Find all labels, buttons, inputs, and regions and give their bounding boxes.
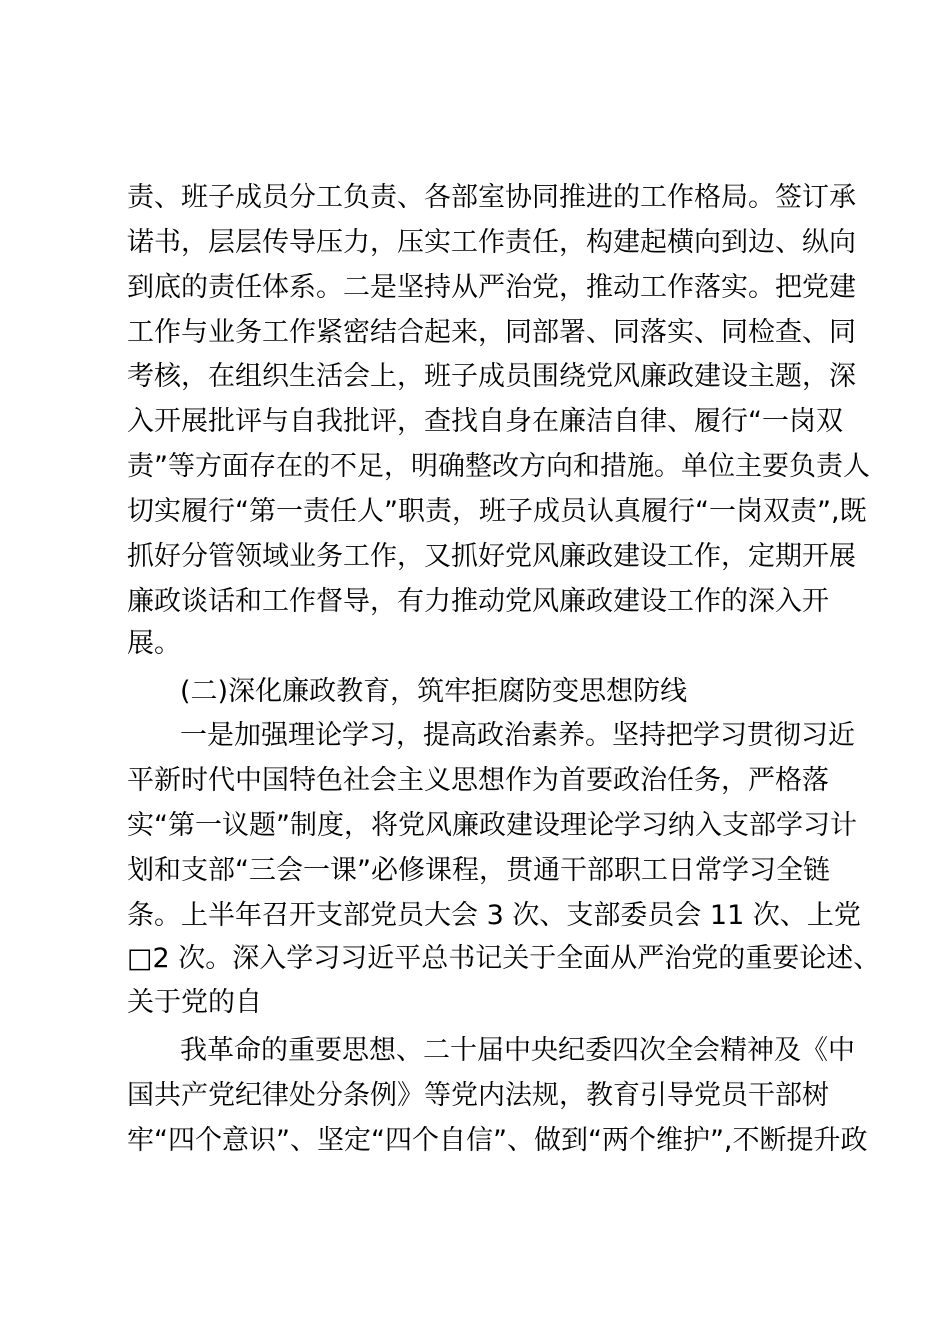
paragraph-line: □2 次。深入学习习近平总书记关于全面从严治党的重要论述、 <box>127 943 881 974</box>
paragraph-line: 诺书，层层传导压力，压实工作责任，构建起横向到边、纵向 <box>127 227 856 258</box>
paragraph-line: 实“第一议题”制度，将党风廉政建设理论学习纳入支部学习计 <box>127 810 857 841</box>
paragraph-line: 牢“四个意识”、坚定“四个自信”、做到“两个维护”,不断提升政 <box>127 1125 868 1156</box>
paragraph-line: 切实履行“第一责任人”职责，班子成员认真履行“一岗双责”,既 <box>127 496 867 527</box>
paragraph-line: 条。上半年召开支部党员大会 3 次、支部委员会 11 次、上党 <box>127 900 861 931</box>
paragraph-line: 一是加强理论学习，提高政治素养。坚持把学习贯彻习近 <box>180 720 855 751</box>
section-heading: (二)深化廉政教育，筑牢拒腐防变思想防线 <box>180 676 688 707</box>
paragraph-line: 廉政谈话和工作督导，有力推动党风廉政建设工作的深入开 <box>127 586 829 617</box>
paragraph-line: 关于党的自 <box>127 987 262 1018</box>
paragraph-line: 平新时代中国特色社会主义思想作为首要政治任务，严格落 <box>127 765 829 796</box>
paragraph-line: 责”等方面存在的不足，明确整改方向和措施。单位主要负责人 <box>127 451 870 482</box>
paragraph-line: 到底的责任体系。二是坚持从严治党，推动工作落实。把党建 <box>127 272 856 303</box>
paragraph-line: 抓好分管领域业务工作，又抓好党风廉政建设工作，定期开展 <box>127 541 856 572</box>
paragraph-line: 责、班子成员分工负责、各部室协同推进的工作格局。签订承 <box>127 182 856 213</box>
paragraph-line: 工作与业务工作紧密结合起来，同部署、同落实、同检查、同 <box>127 317 856 348</box>
paragraph-line: 我革命的重要思想、二十届中央纪委四次全会精神及《中 <box>180 1035 855 1066</box>
paragraph-line: 考核，在组织生活会上，班子成员围绕党风廉政建设主题，深 <box>127 361 856 392</box>
paragraph-line: 入开展批评与自我批评，查找自身在廉洁自律、履行“一岗双 <box>127 406 843 437</box>
paragraph-line: 划和支部“三会一课”必修课程，贯通干部职工日常学习全链 <box>127 855 830 886</box>
paragraph-line: 展。 <box>127 628 181 659</box>
paragraph-line: 国共产党纪律处分条例》等党内法规，教育引导党员干部树 <box>127 1080 829 1111</box>
